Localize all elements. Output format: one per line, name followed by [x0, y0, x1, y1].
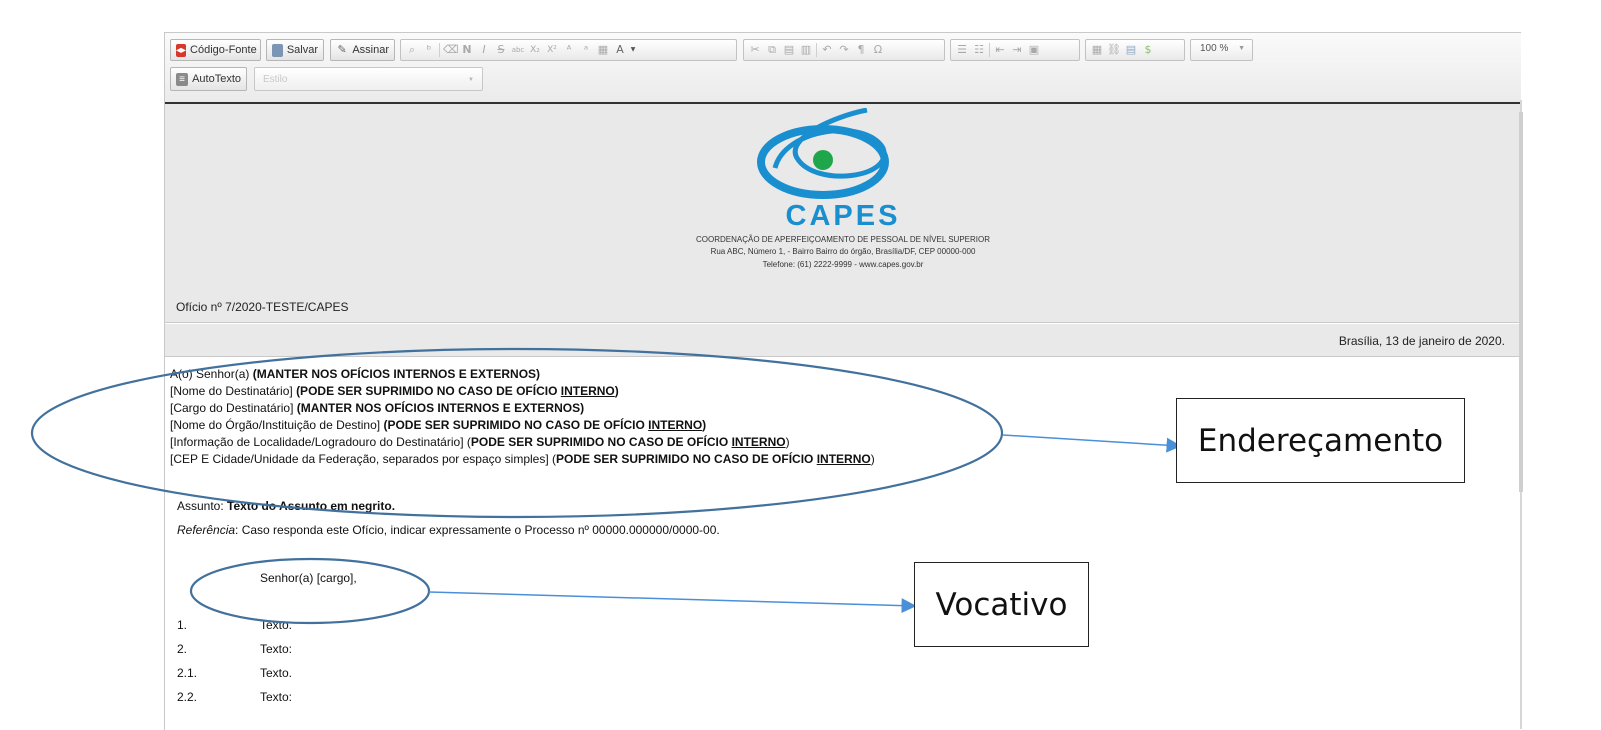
- style-select[interactable]: Estilo ▼: [254, 67, 483, 91]
- chevron-down-icon[interactable]: ▼: [630, 46, 636, 53]
- item-text: Texto.: [260, 666, 293, 680]
- addressing-line: [Informação de Localidade/Logradouro do Destinatário] (PODE SER SUPRIMIDO NO CASO DE OFÍCIO INTERNO): [170, 435, 790, 449]
- capes-logo-icon: [755, 108, 895, 204]
- sign-button[interactable]: ✎ Assinar: [330, 39, 395, 61]
- vocative-line: Senhor(a) [cargo],: [260, 571, 357, 585]
- paste-icon[interactable]: ▤: [783, 43, 795, 56]
- enderecamento-callout: Endereçamento: [1176, 398, 1465, 483]
- chevron-down-icon: ▼: [1238, 45, 1245, 52]
- item-text: Texto:: [260, 690, 293, 704]
- org-address: Rua ABC, Número 1, - Bairro Bairro do órgão, Brasília/DF, CEP 00000-000: [710, 247, 976, 256]
- letterhead-section: [165, 104, 1521, 291]
- image-icon[interactable]: ▣: [1028, 43, 1040, 56]
- capes-acronym: CAPES: [785, 200, 901, 232]
- scrollbar-thumb[interactable]: [1519, 112, 1523, 492]
- item-text: Texto:: [260, 642, 293, 656]
- addressing-line: [CEP E Cidade/Unidade da Federação, separados por espaço simples] (PODE SER SUPRIMIDO NO CASO DE OFÍCIO INTERNO): [170, 452, 875, 466]
- reference-line: Referência: Caso responda este Ofício, indicar expressamente o Processo nº 00000.000000/0000-00.: [177, 523, 720, 537]
- oficio-number[interactable]: Ofício nº 7/2020-TESTE/CAPES: [165, 290, 1521, 323]
- strikethrough-icon[interactable]: S: [497, 43, 505, 56]
- bold-icon[interactable]: N: [462, 43, 472, 56]
- addressing-line: [Cargo do Destinatário] (MANTER NOS OFÍCIOS INTERNOS E EXTERNOS): [170, 401, 585, 415]
- editor-toolbar: [165, 33, 1521, 104]
- chevron-down-icon: ▼: [468, 77, 474, 83]
- format-toolbar-group: [400, 39, 737, 61]
- numbered-list-icon[interactable]: ☰: [957, 43, 967, 56]
- redo-icon[interactable]: ↷: [839, 43, 849, 56]
- org-name: COORDENAÇÃO DE APERFEIÇOAMENTO DE PESSOAL DE NÍVEL SUPERIOR: [696, 235, 990, 244]
- vocativo-callout: Vocativo: [914, 562, 1089, 647]
- save-button[interactable]: Salvar: [266, 39, 324, 61]
- item-number: 2.: [177, 642, 188, 656]
- lowercase-icon[interactable]: ᵃ: [583, 43, 589, 56]
- document-editor: [164, 32, 1521, 730]
- table-icon[interactable]: ▦: [1091, 43, 1103, 56]
- date-line[interactable]: Brasília, 13 de janeiro de 2020.: [165, 324, 1521, 357]
- outdent-icon[interactable]: ⇤: [995, 43, 1005, 56]
- uppercase-icon[interactable]: ᴬ: [566, 43, 572, 56]
- indent-icon[interactable]: ⇥: [1012, 43, 1022, 56]
- zoom-select[interactable]: 100 % ▼: [1190, 39, 1253, 61]
- autotext-icon: ≡: [176, 73, 188, 86]
- source-code-button[interactable]: ◂▸ Código-Fonte: [170, 39, 261, 61]
- paragraph-icon[interactable]: ¶: [857, 43, 865, 56]
- item-number: 1.: [177, 618, 188, 632]
- small-caps-icon[interactable]: abc: [511, 46, 525, 54]
- undo-icon[interactable]: ↶: [822, 43, 832, 56]
- replace-icon[interactable]: ᵇ: [426, 43, 432, 56]
- item-number: 2.2.: [177, 690, 198, 704]
- org-contact: Telefone: (61) 2222-9999 - www.capes.gov.br: [762, 260, 924, 269]
- autotext-button[interactable]: ≡ AutoTexto: [170, 67, 247, 91]
- table-dropdown-icon[interactable]: ▦: [597, 43, 609, 56]
- italic-icon[interactable]: I: [482, 43, 486, 56]
- list-toolbar-group: [950, 39, 1080, 61]
- item-text: Texto.: [260, 618, 293, 632]
- text-color-icon[interactable]: A: [616, 43, 624, 56]
- superscript-icon[interactable]: X²: [547, 45, 557, 55]
- subscript-icon[interactable]: X₂: [530, 45, 540, 55]
- pen-icon: ✎: [337, 43, 347, 56]
- source-code-icon: ◂▸: [176, 44, 187, 56]
- addressing-line: [Nome do Destinatário] (PODE SER SUPRIMIDO NO CASO DE OFÍCIO INTERNO): [170, 384, 619, 398]
- subject-line: Assunto: Texto do Assunto em negrito.: [177, 499, 396, 513]
- link-icon[interactable]: ⛓: [1107, 43, 1121, 56]
- floppy-disk-icon: [272, 44, 283, 57]
- special-character-icon[interactable]: Ω: [873, 43, 883, 56]
- find-icon[interactable]: ⌕: [408, 43, 416, 56]
- paste-text-icon[interactable]: ▥: [800, 43, 812, 56]
- insert-toolbar-group: [1085, 39, 1185, 61]
- bulleted-list-icon[interactable]: ☷: [974, 43, 984, 56]
- addressing-line: A(o) Senhor(a) (MANTER NOS OFÍCIOS INTERNOS E EXTERNOS): [170, 367, 541, 381]
- copy-icon[interactable]: ⧉: [768, 43, 776, 56]
- spreadsheet-icon[interactable]: ▤: [1125, 43, 1137, 56]
- cut-icon[interactable]: ✂: [750, 43, 760, 56]
- addressing-line: [Nome do Órgão/Instituição de Destino] (PODE SER SUPRIMIDO NO CASO DE OFÍCIO INTERNO): [170, 418, 707, 432]
- eraser-icon[interactable]: ⌫: [443, 43, 459, 56]
- edit-toolbar-group: [743, 39, 945, 61]
- item-number: 2.1.: [177, 666, 198, 680]
- currency-icon[interactable]: $: [1144, 43, 1152, 56]
